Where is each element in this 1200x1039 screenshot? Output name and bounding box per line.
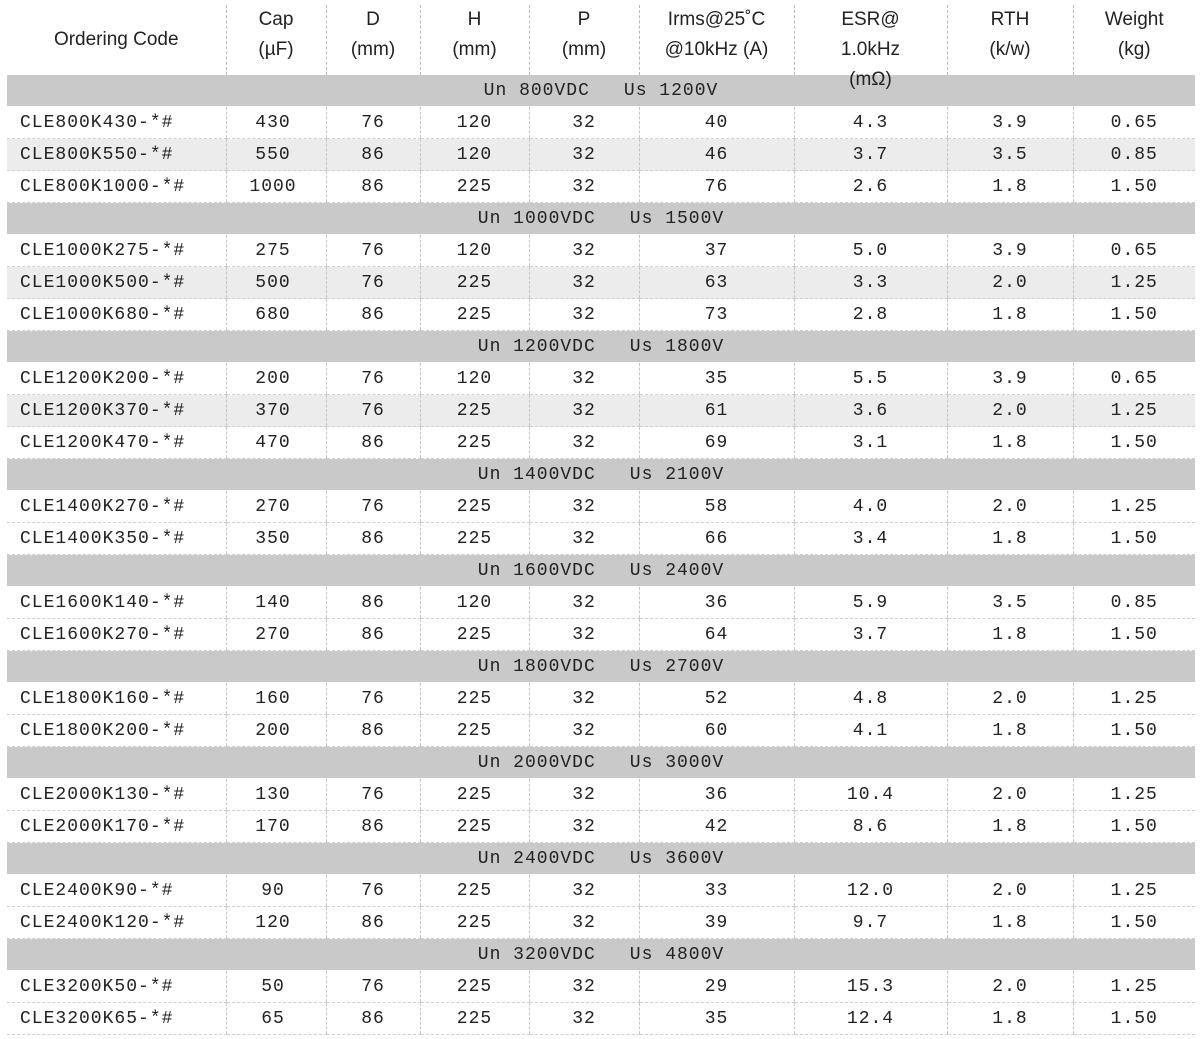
weight-cell: 1.25 <box>1073 779 1195 811</box>
diameter-cell: 76 <box>326 363 420 395</box>
weight-cell: 1.25 <box>1073 683 1195 715</box>
weight-cell: 1.25 <box>1073 875 1195 907</box>
capacitance-cell: 130 <box>226 779 326 811</box>
ordering-code-cell: CLE1000K275-*# <box>7 235 226 267</box>
irms-cell: 73 <box>639 299 794 331</box>
height-cell: 225 <box>420 395 529 427</box>
weight-cell: 1.50 <box>1073 811 1195 843</box>
header-p-label: P <box>577 9 591 30</box>
weight-cell: 1.50 <box>1073 523 1195 555</box>
ordering-code-cell: CLE800K1000-*# <box>7 171 226 203</box>
diameter-cell: 86 <box>326 715 420 747</box>
pitch-cell: 32 <box>529 395 639 427</box>
table-row <box>7 715 1195 747</box>
table-row <box>7 875 1195 907</box>
capacitance-cell: 680 <box>226 299 326 331</box>
ordering-code-cell: CLE800K430-*# <box>7 107 226 139</box>
rth-cell: 2.0 <box>947 395 1073 427</box>
ordering-code-cell: CLE1800K200-*# <box>7 715 226 747</box>
diameter-cell: 76 <box>326 235 420 267</box>
irms-cell: 37 <box>639 235 794 267</box>
height-cell: 225 <box>420 779 529 811</box>
diameter-cell: 86 <box>326 1003 420 1035</box>
weight-cell: 0.65 <box>1073 107 1195 139</box>
esr-cell: 3.3 <box>794 267 947 299</box>
header-ordering-code: Ordering Code <box>7 5 226 75</box>
voltage-group-cell <box>7 203 1195 235</box>
ordering-code-cell: CLE1200K370-*# <box>7 395 226 427</box>
irms-cell: 36 <box>639 587 794 619</box>
header-diameter <box>326 5 420 75</box>
table-row <box>7 267 1195 299</box>
table-row <box>7 427 1195 459</box>
esr-cell: 4.1 <box>794 715 947 747</box>
voltage-group-row <box>7 203 1195 235</box>
table-row <box>7 587 1195 619</box>
rated-voltage-label: Un 1000VDC <box>477 208 596 229</box>
irms-cell: 61 <box>639 395 794 427</box>
height-cell: 225 <box>420 907 529 939</box>
diameter-cell: 86 <box>326 907 420 939</box>
header-weight-unit: (kg) <box>1117 39 1151 60</box>
height-cell: 120 <box>420 363 529 395</box>
voltage-group-row <box>7 843 1195 875</box>
height-cell: 225 <box>420 683 529 715</box>
weight-cell: 1.25 <box>1073 267 1195 299</box>
esr-cell: 12.4 <box>794 1003 947 1035</box>
surge-voltage-label: Us 1500V <box>629 208 725 229</box>
ordering-code-cell: CLE1200K470-*# <box>7 427 226 459</box>
rth-cell: 1.8 <box>947 427 1073 459</box>
header-esr <box>794 5 947 75</box>
weight-cell: 0.85 <box>1073 587 1195 619</box>
header-d-label: D <box>366 9 380 30</box>
height-cell: 225 <box>420 1003 529 1035</box>
header-cap-unit: (µF) <box>258 39 294 60</box>
irms-cell: 39 <box>639 907 794 939</box>
irms-cell: 66 <box>639 523 794 555</box>
voltage-group-row <box>7 555 1195 587</box>
ordering-code-cell: CLE2400K90-*# <box>7 875 226 907</box>
pitch-cell: 32 <box>529 971 639 1003</box>
voltage-group-cell <box>7 555 1195 587</box>
table-row <box>7 619 1195 651</box>
header-weight-label: Weight <box>1104 9 1164 30</box>
diameter-cell: 86 <box>326 587 420 619</box>
surge-voltage-label: Us 1800V <box>629 336 725 357</box>
rth-cell: 3.5 <box>947 587 1073 619</box>
diameter-cell: 76 <box>326 267 420 299</box>
height-cell: 120 <box>420 235 529 267</box>
irms-cell: 69 <box>639 427 794 459</box>
table-row <box>7 363 1195 395</box>
header-esr-unit <box>795 65 947 73</box>
pitch-cell: 32 <box>529 1003 639 1035</box>
capacitance-cell: 550 <box>226 139 326 171</box>
header-rth-label: RTH <box>990 9 1030 30</box>
table-row <box>7 779 1195 811</box>
esr-cell: 3.4 <box>794 523 947 555</box>
pitch-cell: 32 <box>529 587 639 619</box>
voltage-group-row <box>7 747 1195 779</box>
rth-cell: 2.0 <box>947 683 1073 715</box>
diameter-cell: 86 <box>326 523 420 555</box>
height-cell: 225 <box>420 619 529 651</box>
surge-voltage-label: Us 3000V <box>629 752 725 773</box>
voltage-group-cell <box>7 747 1195 779</box>
pitch-cell: 32 <box>529 107 639 139</box>
pitch-cell: 32 <box>529 907 639 939</box>
ordering-code-cell: CLE1600K270-*# <box>7 619 226 651</box>
voltage-group-row <box>7 939 1195 971</box>
capacitance-cell: 50 <box>226 971 326 1003</box>
table-row <box>7 171 1195 203</box>
surge-voltage-label: Us 2700V <box>629 656 725 677</box>
diameter-cell: 86 <box>326 139 420 171</box>
rated-voltage-label: Un 2400VDC <box>477 848 596 869</box>
capacitance-cell: 65 <box>226 1003 326 1035</box>
pitch-cell: 32 <box>529 619 639 651</box>
pitch-cell: 32 <box>529 715 639 747</box>
weight-cell: 1.25 <box>1073 395 1195 427</box>
header-rth-unit: (k/w) <box>989 39 1031 60</box>
diameter-cell: 76 <box>326 779 420 811</box>
irms-cell: 52 <box>639 683 794 715</box>
ordering-code-cell: CLE1000K500-*# <box>7 267 226 299</box>
header-rth <box>947 5 1073 75</box>
rated-voltage-label: Un 1400VDC <box>477 464 596 485</box>
rth-cell: 1.8 <box>947 907 1073 939</box>
rated-voltage-label: Un 1600VDC <box>477 560 596 581</box>
rth-cell: 3.9 <box>947 107 1073 139</box>
irms-cell: 35 <box>639 363 794 395</box>
header-weight <box>1073 5 1195 75</box>
table-row <box>7 395 1195 427</box>
table-row <box>7 907 1195 939</box>
diameter-cell: 86 <box>326 811 420 843</box>
pitch-cell: 32 <box>529 683 639 715</box>
table-row <box>7 235 1195 267</box>
voltage-group-cell <box>7 459 1195 491</box>
weight-cell: 1.50 <box>1073 907 1195 939</box>
table-row <box>7 1003 1195 1035</box>
diameter-cell: 86 <box>326 299 420 331</box>
ordering-code-cell: CLE800K550-*# <box>7 139 226 171</box>
esr-cell: 8.6 <box>794 811 947 843</box>
diameter-cell: 76 <box>326 491 420 523</box>
capacitance-cell: 200 <box>226 715 326 747</box>
table-row <box>7 811 1195 843</box>
header-d-unit: (mm) <box>350 39 396 60</box>
height-cell: 225 <box>420 491 529 523</box>
esr-cell: 10.4 <box>794 779 947 811</box>
ordering-code-cell: CLE1200K200-*# <box>7 363 226 395</box>
voltage-group-cell <box>7 651 1195 683</box>
rated-voltage-label: Un 800VDC <box>483 80 590 101</box>
table-row <box>7 683 1195 715</box>
height-cell: 225 <box>420 299 529 331</box>
capacitance-cell: 350 <box>226 523 326 555</box>
diameter-cell: 76 <box>326 683 420 715</box>
esr-cell: 12.0 <box>794 875 947 907</box>
voltage-group-cell <box>7 843 1195 875</box>
capacitance-cell: 1000 <box>226 171 326 203</box>
header-irms-unit: @10kHz (A) <box>664 39 769 60</box>
diameter-cell: 76 <box>326 107 420 139</box>
surge-voltage-label: Us 2100V <box>629 464 725 485</box>
irms-cell: 29 <box>639 971 794 1003</box>
ordering-code-cell: CLE3200K65-*# <box>7 1003 226 1035</box>
rated-voltage-label: Un 2000VDC <box>477 752 596 773</box>
pitch-cell: 32 <box>529 779 639 811</box>
rth-cell: 3.9 <box>947 235 1073 267</box>
header-h-label: H <box>467 9 482 30</box>
esr-cell: 15.3 <box>794 971 947 1003</box>
capacitance-cell: 160 <box>226 683 326 715</box>
irms-cell: 76 <box>639 171 794 203</box>
height-cell: 120 <box>420 587 529 619</box>
capacitance-cell: 370 <box>226 395 326 427</box>
irms-cell: 42 <box>639 811 794 843</box>
pitch-cell: 32 <box>529 875 639 907</box>
header-h-unit: (mm) <box>452 39 497 60</box>
header-capacitance <box>226 5 326 75</box>
ordering-code-cell: CLE1400K270-*# <box>7 491 226 523</box>
pitch-cell: 32 <box>529 427 639 459</box>
capacitance-cell: 120 <box>226 907 326 939</box>
irms-cell: 58 <box>639 491 794 523</box>
ordering-code-cell: CLE1400K350-*# <box>7 523 226 555</box>
header-irms <box>639 5 794 75</box>
height-cell: 120 <box>420 107 529 139</box>
irms-cell: 36 <box>639 779 794 811</box>
diameter-cell: 76 <box>326 875 420 907</box>
ordering-code-cell: CLE1600K140-*# <box>7 587 226 619</box>
capacitance-cell: 500 <box>226 267 326 299</box>
irms-cell: 40 <box>639 107 794 139</box>
capacitance-cell: 140 <box>226 587 326 619</box>
pitch-cell: 32 <box>529 491 639 523</box>
capacitance-cell: 470 <box>226 427 326 459</box>
rth-cell: 1.8 <box>947 523 1073 555</box>
capacitance-cell: 270 <box>226 619 326 651</box>
esr-cell: 3.7 <box>794 139 947 171</box>
rth-cell: 1.8 <box>947 1003 1073 1035</box>
rth-cell: 1.8 <box>947 715 1073 747</box>
ordering-code-cell: CLE2000K170-*# <box>7 811 226 843</box>
weight-cell: 1.50 <box>1073 299 1195 331</box>
irms-cell: 64 <box>639 619 794 651</box>
height-cell: 225 <box>420 171 529 203</box>
pitch-cell: 32 <box>529 811 639 843</box>
weight-cell: 1.50 <box>1073 171 1195 203</box>
height-cell: 225 <box>420 523 529 555</box>
pitch-cell: 32 <box>529 523 639 555</box>
voltage-group-row <box>7 651 1195 683</box>
pitch-cell: 32 <box>529 267 639 299</box>
diameter-cell: 86 <box>326 619 420 651</box>
weight-cell: 1.25 <box>1073 491 1195 523</box>
capacitance-cell: 200 <box>226 363 326 395</box>
rth-cell: 1.8 <box>947 299 1073 331</box>
height-cell: 120 <box>420 139 529 171</box>
weight-cell: 1.50 <box>1073 619 1195 651</box>
esr-cell: 5.9 <box>794 587 947 619</box>
rth-cell: 2.0 <box>947 875 1073 907</box>
ordering-code-cell: CLE2000K130-*# <box>7 779 226 811</box>
esr-cell: 4.0 <box>794 491 947 523</box>
esr-cell: 4.8 <box>794 683 947 715</box>
ordering-code-cell: CLE1000K680-*# <box>7 299 226 331</box>
surge-voltage-label: Us 3600V <box>629 848 725 869</box>
height-cell: 225 <box>420 875 529 907</box>
table-row <box>7 971 1195 1003</box>
table-row <box>7 491 1195 523</box>
surge-voltage-label: Us 2400V <box>629 560 725 581</box>
rated-voltage-label: Un 3200VDC <box>477 944 596 965</box>
irms-cell: 46 <box>639 139 794 171</box>
weight-cell: 1.25 <box>1073 971 1195 1003</box>
table-row <box>7 523 1195 555</box>
voltage-group-cell <box>7 331 1195 363</box>
header-esr-freq: 1.0kHz <box>840 39 901 60</box>
ordering-code-cell: CLE1800K160-*# <box>7 683 226 715</box>
irms-cell: 33 <box>639 875 794 907</box>
table-row <box>7 299 1195 331</box>
height-cell: 225 <box>420 971 529 1003</box>
capacitance-cell: 270 <box>226 491 326 523</box>
pitch-cell: 32 <box>529 235 639 267</box>
header-cap-label: Cap <box>258 9 294 30</box>
weight-cell: 0.65 <box>1073 235 1195 267</box>
rated-voltage-label: Un 1200VDC <box>477 336 596 357</box>
rth-cell: 2.0 <box>947 267 1073 299</box>
pitch-cell: 32 <box>529 299 639 331</box>
header-pitch <box>529 5 639 75</box>
rth-cell: 1.8 <box>947 619 1073 651</box>
esr-cell: 3.7 <box>794 619 947 651</box>
weight-cell: 0.65 <box>1073 363 1195 395</box>
esr-cell: 9.7 <box>794 907 947 939</box>
diameter-cell: 76 <box>326 395 420 427</box>
header-p-unit: (mm) <box>561 39 607 60</box>
esr-cell: 2.8 <box>794 299 947 331</box>
weight-cell: 1.50 <box>1073 1003 1195 1035</box>
rth-cell: 2.0 <box>947 779 1073 811</box>
esr-cell: 5.0 <box>794 235 947 267</box>
header-irms-label: Irms@25˚C <box>667 9 766 30</box>
diameter-cell: 86 <box>326 427 420 459</box>
irms-cell: 63 <box>639 267 794 299</box>
esr-cell: 3.6 <box>794 395 947 427</box>
esr-cell: 5.5 <box>794 363 947 395</box>
rth-cell: 1.8 <box>947 811 1073 843</box>
capacitance-cell: 275 <box>226 235 326 267</box>
capacitor-spec-table <box>7 5 1195 1035</box>
pitch-cell: 32 <box>529 171 639 203</box>
rth-cell: 3.9 <box>947 363 1073 395</box>
height-cell: 225 <box>420 427 529 459</box>
table-row <box>7 139 1195 171</box>
rth-cell: 1.8 <box>947 171 1073 203</box>
height-cell: 225 <box>420 267 529 299</box>
header-esr-label: ESR@ <box>841 9 900 30</box>
rth-cell: 2.0 <box>947 971 1073 1003</box>
table-row <box>7 107 1195 139</box>
height-cell: 225 <box>420 715 529 747</box>
surge-voltage-label: Us 4800V <box>629 944 725 965</box>
spec-table-body <box>7 75 1195 1035</box>
voltage-group-cell <box>7 75 1195 107</box>
capacitance-cell: 430 <box>226 107 326 139</box>
voltage-group-cell <box>7 939 1195 971</box>
ordering-code-cell: CLE3200K50-*# <box>7 971 226 1003</box>
rated-voltage-label: Un 1800VDC <box>477 656 596 677</box>
irms-cell: 60 <box>639 715 794 747</box>
rth-cell: 3.5 <box>947 139 1073 171</box>
ordering-code-cell: CLE2400K120-*# <box>7 907 226 939</box>
voltage-group-row <box>7 331 1195 363</box>
pitch-cell: 32 <box>529 139 639 171</box>
esr-cell: 3.1 <box>794 427 947 459</box>
capacitance-cell: 90 <box>226 875 326 907</box>
diameter-cell: 86 <box>326 171 420 203</box>
esr-cell: 2.6 <box>794 171 947 203</box>
capacitance-cell: 170 <box>226 811 326 843</box>
pitch-cell: 32 <box>529 363 639 395</box>
weight-cell: 0.85 <box>1073 139 1195 171</box>
rth-cell: 2.0 <box>947 491 1073 523</box>
height-cell: 225 <box>420 811 529 843</box>
weight-cell: 1.50 <box>1073 427 1195 459</box>
irms-cell: 35 <box>639 1003 794 1035</box>
esr-cell: 4.3 <box>794 107 947 139</box>
voltage-group-row <box>7 459 1195 491</box>
weight-cell: 1.50 <box>1073 715 1195 747</box>
diameter-cell: 76 <box>326 971 420 1003</box>
voltage-group-row <box>7 75 1195 107</box>
surge-voltage-label: Us 1200V <box>623 80 719 101</box>
header-row <box>7 5 1195 75</box>
header-height <box>420 5 529 75</box>
